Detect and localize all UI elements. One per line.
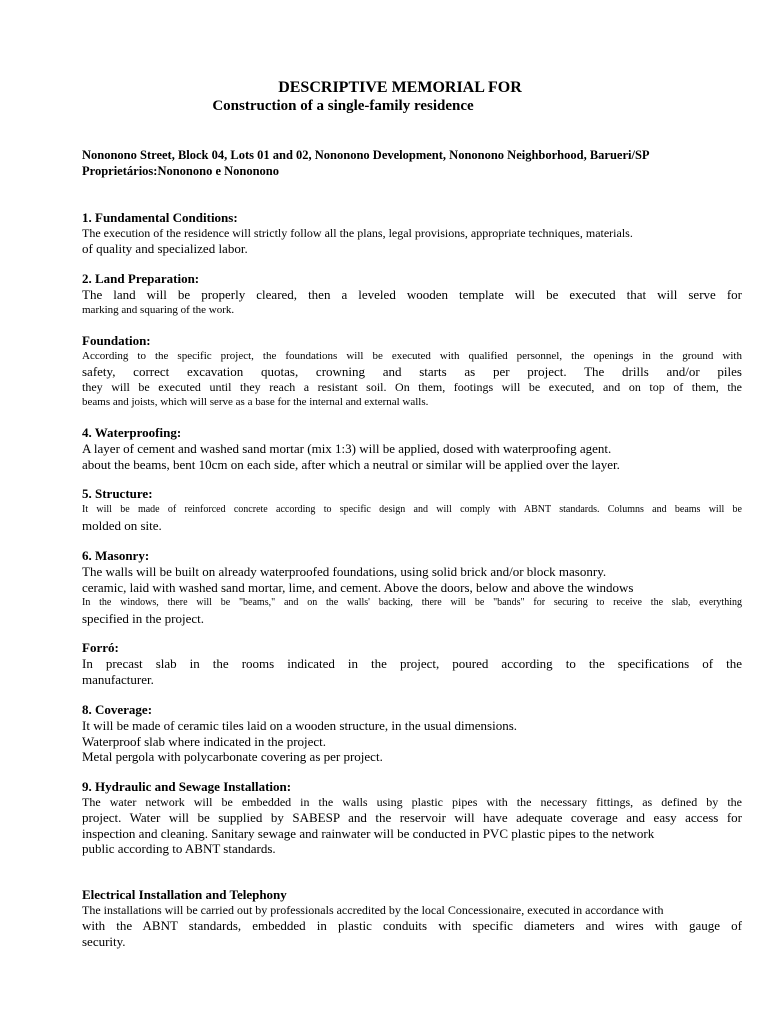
paragraph-line: marking and squaring of the work. bbox=[82, 303, 235, 316]
section-heading: Forró: bbox=[82, 640, 119, 655]
address-block bbox=[82, 148, 742, 179]
paragraph-line: Waterproof slab where indicated in the project. bbox=[82, 733, 327, 749]
paragraph-line: with the ABNT standards, embedded in plastic conduits with specific diameters and wires with gauge of bbox=[82, 918, 742, 933]
paragraph-line: ceramic, laid with washed sand mortar, lime, and cement. Above the doors, below and above the windows bbox=[82, 579, 634, 595]
paragraph-line: molded on site. bbox=[82, 518, 162, 533]
paragraph-line: A layer of cement and washed sand mortar (mix 1:3) will be applied, dosed with waterproofing agent. bbox=[82, 441, 612, 456]
paragraph-line: The walls will be built on already waterproofed foundations, using solid brick and/or block masonry. bbox=[82, 564, 607, 579]
paragraph-line: It will be made of reinforced concrete according to specific design and will comply with ABNT standards. Columns and beams will be bbox=[82, 504, 742, 515]
paragraph-line: beams and joists, which will serve as a base for the internal and external walls. bbox=[82, 395, 429, 408]
section-heading: 9. Hydraulic and Sewage Installation: bbox=[82, 779, 292, 794]
paragraph-line: The execution of the residence will strictly follow all the plans, legal provisions, appropriate techniques, materials. bbox=[82, 226, 633, 240]
paragraph-line: Metal pergola with polycarbonate covering as per project. bbox=[82, 749, 383, 764]
section-heading: 4. Waterproofing: bbox=[82, 425, 182, 440]
address-line: Nononono Street, Block 04, Lots 01 and 02, Nononono Development, Nononono Neighborhood, Barueri/SP bbox=[82, 148, 650, 162]
paragraph-line: public according to ABNT standards. bbox=[82, 841, 276, 856]
section-fundamental-conditions bbox=[82, 210, 742, 257]
paragraph-line: In precast slab in the rooms indicated in the project, poured according to the specifications of the bbox=[82, 656, 742, 671]
section-heading: 1. Fundamental Conditions: bbox=[82, 210, 238, 225]
paragraph-line: security. bbox=[82, 933, 126, 949]
section-coverage bbox=[82, 702, 742, 765]
document-subtitle: Construction of a single-family residence bbox=[212, 98, 474, 114]
document-title: DESCRIPTIVE MEMORIAL FOR bbox=[278, 79, 522, 96]
paragraph-line: manufacturer. bbox=[82, 671, 154, 687]
paragraph-line: The installations will be carried out by professionals accredited by the local Concessionaire, executed in accordance with bbox=[82, 903, 664, 917]
section-hydraulic-sewage bbox=[82, 779, 742, 857]
section-heading: 8. Coverage: bbox=[82, 702, 153, 717]
paragraph-line: The land will be properly cleared, then a leveled wooden template will be executed that will serve for bbox=[82, 287, 742, 302]
owners-line: Proprietários:Nononono e Nononono bbox=[82, 163, 280, 178]
paragraph-line: specified in the project. bbox=[82, 611, 205, 626]
section-heading: 6. Masonry: bbox=[82, 548, 150, 563]
paragraph-line: project. Water will be supplied by SABESP and the reservoir will have adequate coverage and easy access for bbox=[82, 810, 742, 825]
paragraph-line: of quality and specialized labor. bbox=[82, 241, 248, 256]
paragraph-line: According to the specific project, the foundations will be executed with qualified personnel, the openings in the ground with bbox=[82, 350, 742, 362]
paragraph-line: inspection and cleaning. Sanitary sewage and rainwater will be conducted in PVC plastic pipes to the network bbox=[82, 825, 655, 841]
paragraph-line: they will be executed until they reach a resistant soil. On them, footings will be executed, and on top of them, the bbox=[82, 379, 742, 394]
section-masonry bbox=[82, 548, 742, 627]
section-heading: Foundation: bbox=[82, 333, 151, 348]
section-land-preparation bbox=[82, 271, 742, 318]
section-structure bbox=[82, 486, 742, 534]
section-waterproofing bbox=[82, 425, 742, 472]
section-foundation bbox=[82, 333, 742, 410]
section-heading: 5. Structure: bbox=[82, 486, 153, 501]
paragraph-line: about the beams, bent 10cm on each side, after which a neutral or similar will be applied over the layer. bbox=[82, 456, 620, 472]
section-forro bbox=[82, 640, 742, 687]
paragraph-line: In the windows, there will be "beams," and on the walls' backing, there will be "bands" for securing to receive the slab, everything bbox=[82, 597, 742, 608]
paragraph-line: It will be made of ceramic tiles laid on a wooden structure, in the usual dimensions. bbox=[82, 718, 518, 733]
section-heading: 2. Land Preparation: bbox=[82, 271, 200, 286]
paragraph-line: The water network will be embedded in the walls using plastic pipes with the necessary fittings, as defined by the bbox=[82, 795, 742, 809]
section-electrical-telephony bbox=[82, 887, 742, 949]
section-heading: Electrical Installation and Telephony bbox=[82, 887, 287, 902]
paragraph-line: safety, correct excavation quotas, crowning and starts as per project. The drills and/or piles bbox=[82, 364, 742, 379]
